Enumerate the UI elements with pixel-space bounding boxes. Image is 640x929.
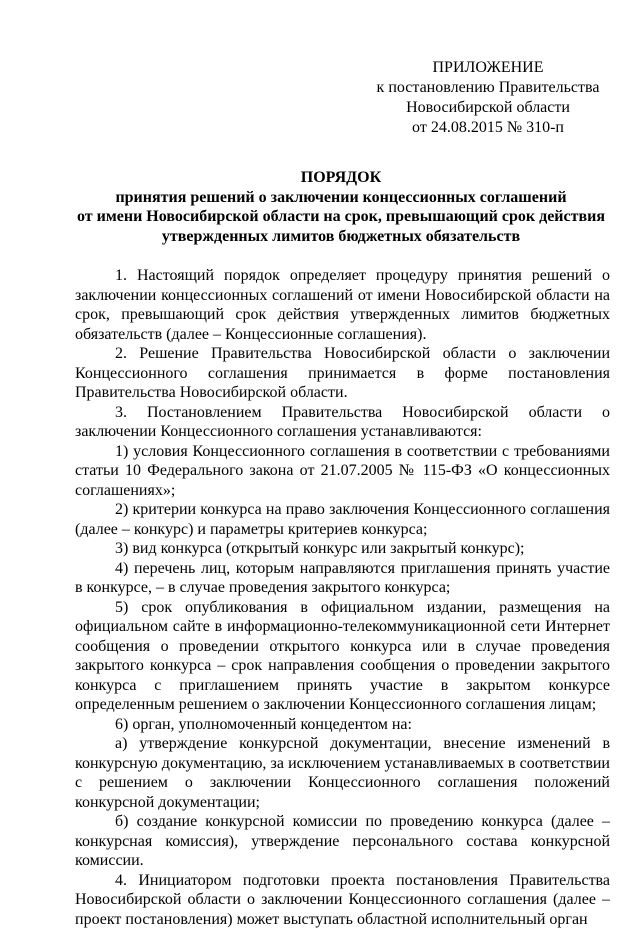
document-body bbox=[75, 266, 610, 929]
appendix-block bbox=[370, 58, 606, 138]
list-item-3-2: 2) критерии конкурса на право заключения Концессионного соглашения (далее – конкурс) и параметры критериев конкурса; bbox=[75, 500, 610, 539]
appendix-title: ПРИЛОЖЕНИЕ bbox=[370, 58, 606, 78]
list-item-3-3: 3) вид конкурса (открытый конкурс или закрытый конкурс); bbox=[75, 539, 610, 559]
document-heading bbox=[72, 168, 610, 246]
appendix-line: Новосибирской области bbox=[370, 98, 606, 118]
appendix-line: от 24.08.2015 № 310-п bbox=[370, 118, 606, 138]
heading-line: от имени Новосибирской области на срок, превышающий срок действия bbox=[72, 207, 610, 227]
heading-line: утвержденных лимитов бюджетных обязательств bbox=[72, 227, 610, 247]
paragraph-2: 2. Решение Правительства Новосибирской области о заключении Концессионного соглашения принимается в форме постановления Правительства Новосибирской области. bbox=[75, 344, 610, 403]
list-item-3-4: 4) перечень лиц, которым направляются приглашения принять участие в конкурсе, – в случае проведения закрытого конкурса; bbox=[75, 559, 610, 598]
list-item-3-5: 5) срок опубликования в официальном издании, размещения на официальном сайте в информационно-телекоммуникационной сети Интернет сообщения о проведении открытого конкурса или в случае проведения закрытого конкурса – срок направления сообщения о проведении закрытого конкурса с приглашением принять участие в закрытом конкурсе определенным решением о заключении Концессионного соглашения лицам; bbox=[75, 598, 610, 715]
list-item-3-1: 1) условия Концессионного соглашения в соответствии с требованиями статьи 10 Федерального закона от 21.07.2005 № 115-ФЗ «О концессионных соглашениях»; bbox=[75, 442, 610, 501]
sub-item-b: б) создание конкурсной комиссии по проведению конкурса (далее – конкурсная комиссия), утверждение персонального состава конкурсной комиссии. bbox=[75, 812, 610, 871]
appendix-line: к постановлению Правительства bbox=[370, 78, 606, 98]
list-item-3-6: 6) орган, уполномоченный концедентом на: bbox=[75, 715, 610, 735]
paragraph-4: 4. Инициатором подготовки проекта постановления Правительства Новосибирской области о заключении Концессионного соглашения (далее – проект постановления) может выступать областной исполнительный орган bbox=[75, 871, 610, 929]
paragraph-3: 3. Постановлением Правительства Новосибирской области о заключении Концессионного соглашения устанавливаются: bbox=[75, 403, 610, 442]
heading-line: принятия решений о заключении концессионных соглашений bbox=[72, 188, 610, 208]
sub-item-a: а) утверждение конкурсной документации, внесение изменений в конкурсную документацию, за исключением устанавливаемых в соответствии с решением о заключении Концессионного соглашения положений конкурсной документации; bbox=[75, 734, 610, 812]
heading-title: ПОРЯДОК bbox=[72, 168, 610, 188]
paragraph-1: 1. Настоящий порядок определяет процедуру принятия решений о заключении концессионных соглашений от имени Новосибирской области на срок, превышающий срок действия утвержденных лимитов бюджетных обязательств (далее – Концессионные соглашения). bbox=[75, 266, 610, 344]
